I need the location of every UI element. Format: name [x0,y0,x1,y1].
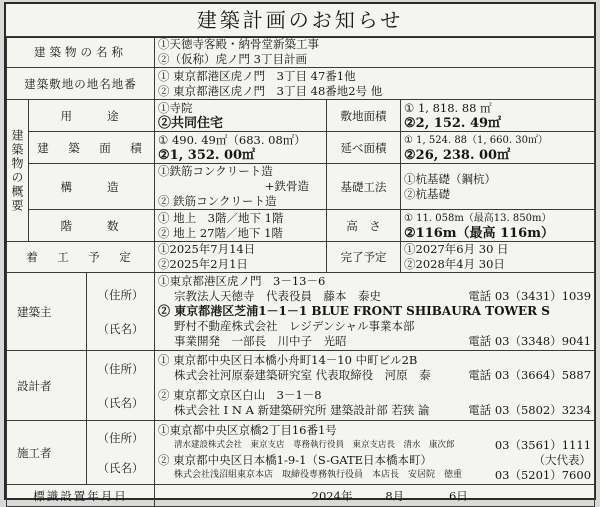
row-designer [7,351,595,421]
owner-line-3: ② 東京都港区芝浦1－1－1 BLUE FRONT SHIBAURA TOWER S [158,304,550,318]
building-area-2: ②1, 352. 00㎡ [158,147,256,163]
row-schedule [7,242,595,273]
value-structure [155,164,327,210]
use-1: ①寺院 [158,100,193,115]
completion-1: ①2027年6月 30 日 [404,242,509,256]
row-posted-date [7,485,595,507]
row-area [7,132,595,164]
structure-2: ② 鉄筋コンクリート造 [158,194,277,208]
builder-line-3: ② 東京都中央区日本橋1-9-1（S-GATE日本橋本町） [158,452,433,467]
completion-2: ②2028年4月 30日 [404,257,505,271]
row-builder [7,421,595,485]
designer-label: 設計者 [17,378,52,393]
designer-sublabels [87,351,155,421]
row-building-name [7,37,595,68]
foundation-2: ②杭基礎 [404,186,451,201]
builder-line-4: 株式会社浅沼組東京本店 取締役専務執行役員 本店長 安居院 徳重 [174,469,463,480]
value-owner [155,273,595,351]
owner-name-label: （氏名） [97,321,144,336]
designer-line-3: ② 東京都文京区白山 3－1－8 [158,388,322,402]
owner-tel-1: 電話 03（3431）1039 [468,289,592,303]
designer-line-2: 株式会社河原泰建築研究室 代表取締役 河原 泰 [174,368,431,382]
label-builder [7,421,87,485]
builder-label: 施工者 [17,445,52,460]
site-2: ② 東京都港区虎ノ門 3丁目 48番地2号 他 [158,83,383,98]
owner-line-2: 宗教法人天徳寺 代表役員 藤本 泰史 [174,289,382,303]
site-area-1: ① 1, 818. 88 ㎡ [404,100,492,115]
builder-line-2: 清水建設株式会社 東京支店 専務執行役員 東京支店長 清水 康次郎 [174,439,455,450]
designer-tel-2: 電話 03（5802）3234 [468,403,592,417]
height-1: ① 11. 058m（最高13. 850m） [404,212,552,224]
label-start: 着 工 予 定 [7,242,155,273]
structure-1: ①鉄筋コンクリート造 [158,164,273,178]
builder-tel-2: 03（5201）7600 [494,467,592,482]
posted-day: 6日 [448,488,468,503]
label-site-area: 敷地面積 [327,100,401,132]
label-structure: 構 造 [29,164,155,210]
value-start [155,242,327,273]
value-height [401,210,595,242]
label-building-area: 建 築 面 積 [29,132,155,164]
value-site-area [401,100,595,132]
owner-line-5-row [158,334,591,349]
row-site [7,68,595,100]
owner-label: 建築主 [17,304,52,319]
owner-sublabels [87,273,155,351]
builder-line-1: ①東京都中央区京橋2丁目16番1号 [158,422,337,437]
label-use: 用 途 [29,100,155,132]
builder-sublabels [87,421,155,485]
posted-month: 8月 [385,488,405,503]
value-building-area [155,132,327,164]
foundation-1: ①杭基礎（鋼杭） [404,171,497,186]
owner-line-5: 事業開発 一部長 川中子 光昭 [174,334,347,348]
builder-tel-1: 03（3561）1111 [494,437,592,452]
value-building-name [155,37,595,68]
designer-line-4: 株式会社 I N A 新建築研究所 建築設計部 若狭 諭 [174,403,430,417]
label-site: 建築敷地の地名地番 [7,68,155,100]
start-1: ①2025年7月14日 [158,242,256,256]
owner-addr-label: （住所） [97,287,144,302]
builder-name-label: （氏名） [97,460,144,475]
row-use [7,100,595,132]
use-2: ②共同住宅 [158,115,224,131]
structure-1b: +鉄骨造 [264,179,310,193]
value-site [155,68,595,100]
floor-area-1: ① 1, 524. 88（1, 660. 30㎡） [404,134,548,146]
value-foundation [401,164,595,210]
designer-name-label: （氏名） [97,395,144,410]
builder-line-3-row [158,453,591,468]
site-1: ① 東京都港区虎ノ門 3丁目 47番1他 [158,68,356,83]
floors-1: ① 地上 3階／地下 1階 [158,210,284,225]
height-2: ②116m（最高 116m） [404,225,554,241]
owner-line-1: ①東京都港区虎ノ門 3－13－6 [158,274,326,288]
designer-line-2-row [158,368,591,383]
floor-area-2: ②26, 238. 00㎡ [404,147,511,163]
label-floors: 階 数 [29,210,155,242]
value-floor-area [401,132,595,164]
value-completion [401,242,595,273]
site-area-2: ②2, 152. 49㎡ [404,115,502,131]
building-area-1: ① 490. 49㎡（683. 08㎡） [158,132,306,147]
start-2: ②2025年2月1日 [158,257,248,271]
label-floor-area: 延べ面積 [327,132,401,164]
value-use [155,100,327,132]
board-title: 建築計画のお知らせ [6,4,594,38]
row-structure [7,164,595,210]
builder-line-2-row [158,438,591,453]
designer-line-4-row [158,403,591,418]
builder-addr-label: （住所） [97,430,144,445]
builder-note: （大代表） [533,452,592,467]
building-name-1: ①天徳寺客殿・納骨堂新築工事 [158,37,320,51]
notice-board [4,2,596,503]
posted-year: 2024年 [311,488,353,503]
label-completion: 完了予定 [327,242,401,273]
value-floors [155,210,327,242]
label-owner [7,273,87,351]
row-owner [7,273,595,351]
builder-line-4-row [158,468,591,483]
designer-tel-1: 電話 03（3664）5887 [468,368,592,382]
building-name-2: ②（仮称）虎ノ門 3丁目計画 [158,52,307,66]
label-building-name: 建築物の名称 [7,37,155,68]
owner-line-2-row [158,289,591,304]
designer-line-1: ① 東京都中央区日本橋小舟町14－10 中町ビル2B [158,353,418,367]
value-posted-date [155,485,595,507]
value-builder [155,421,595,485]
notice-table [6,36,595,507]
floors-2: ② 地上 27階／地下 1階 [158,225,283,240]
label-overview: 建築物の概要 [7,100,29,242]
label-designer [7,351,87,421]
owner-tel-2: 電話 03（3348）9041 [468,334,592,348]
label-height: 高 さ [327,210,401,242]
label-posted-date: 標識設置年月日 [7,485,155,507]
designer-addr-label: （住所） [97,361,144,376]
owner-line-4: 野村不動産株式会社 レジデンシャル事業本部 [174,319,415,333]
value-designer [155,351,595,421]
label-foundation: 基礎工法 [327,164,401,210]
row-floors [7,210,595,242]
